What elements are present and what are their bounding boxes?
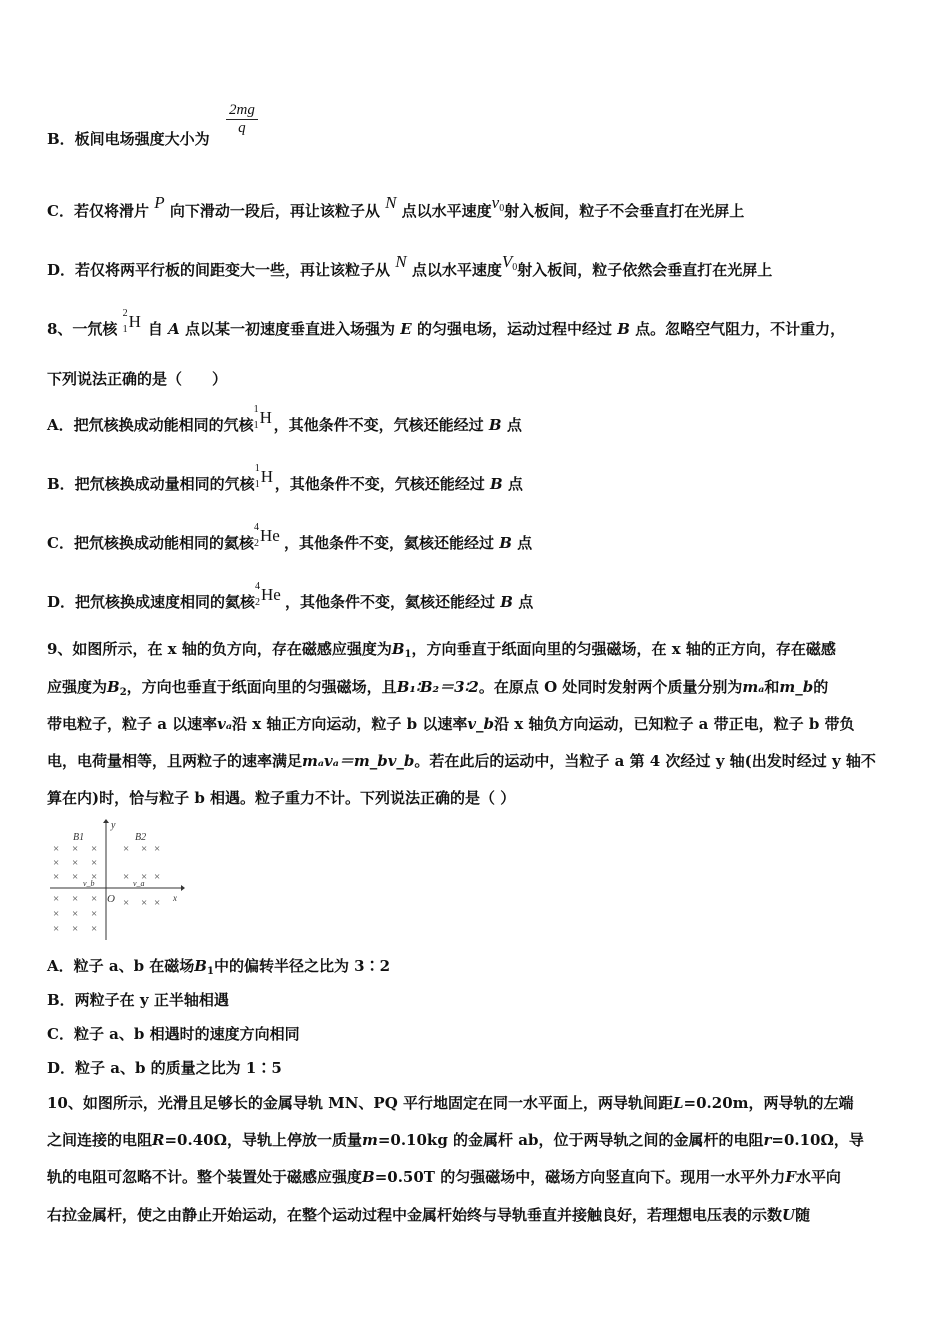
var-n: N xyxy=(395,252,407,271)
q9-stem-line5: 算在内)时，恰与粒子 b 相遇。粒子重力不计。下列说法正确的是（ ） xyxy=(47,789,516,807)
q8-option-d: D．把氘核换成速度相同的氦核 4 2 He ，其他条件不变，氦核还能经过 B 点 xyxy=(47,581,534,611)
field-cross: × xyxy=(91,871,98,883)
field-cross: × xyxy=(123,843,130,855)
field-cross: × xyxy=(53,923,60,935)
q7-option-c: C．若仅将滑片 P 向下滑动一段后，再让该粒子从 N 点以水平速度$v_0$射入板间，粒子不会垂直打在光屏上 xyxy=(47,193,745,220)
fraction-numerator: 2mg xyxy=(226,102,258,120)
var-v0: $V_0$ xyxy=(501,252,518,273)
x-axis-arrow xyxy=(181,885,185,891)
label-y: y xyxy=(111,820,116,831)
field-cross: × xyxy=(154,843,161,855)
field-cross: × xyxy=(154,871,161,883)
q9-stem-line3: 带电粒子，粒子 a 以速率vₐ沿 x 轴正方向运动，粒子 b 以速率v_b沿 x 轴负方向运动，已知粒子 a 带正电，粒子 b 带负 xyxy=(47,715,855,733)
q8-stem-line2: 下列说法正确的是（ ） xyxy=(47,370,228,388)
field-cross: × xyxy=(141,897,148,909)
field-cross: × xyxy=(91,857,98,869)
field-cross: × xyxy=(154,897,161,909)
field-cross: × xyxy=(72,857,79,869)
label-b2: B2 xyxy=(135,832,147,843)
field-cross: × xyxy=(72,871,79,883)
var-p: P xyxy=(154,193,165,212)
field-cross: × xyxy=(91,923,98,935)
q8-stem-line1: 8、一氘核 2 1 H 自 A 点以某一初速度垂直进入场强为 E 的匀强电场，运动过程中经过 B 点。忽略空气阻力，不计重力， xyxy=(47,308,846,338)
field-crosses xyxy=(53,843,160,935)
field-cross: × xyxy=(53,857,60,869)
label-va: v_a xyxy=(133,879,145,888)
helium-symbol: 4 2 He xyxy=(255,581,281,608)
protium-symbol: 1 1 H xyxy=(253,404,272,431)
field-cross: × xyxy=(53,893,60,905)
q7-option-d: D．若仅将两平行板的间距变大一些，再让该粒子从 N 点以水平速度$V_0$射入板间，粒子依然会垂直打在光屏上 xyxy=(47,252,773,279)
q7-b-fraction xyxy=(226,102,258,137)
label-x: x xyxy=(173,893,177,903)
q10-stem-line4: 右拉金属杆，使之由静止开始运动，在整个运动过程中金属杆始终与导轨垂直并接触良好，若理想电压表的示数U随 xyxy=(47,1206,811,1224)
field-cross: × xyxy=(53,843,60,855)
field-cross: × xyxy=(141,843,148,855)
y-axis-arrow xyxy=(103,819,109,823)
var-v0: $v_0$ xyxy=(491,193,505,214)
field-cross: × xyxy=(72,843,79,855)
q10-stem-line1: 10、如图所示，光滑且足够长的金属导轨 MN、PQ 平行地固定在同一水平面上，两导轨间距L=0.20m，两导轨的左端 xyxy=(47,1094,854,1112)
field-cross: × xyxy=(123,871,130,883)
fraction-denominator: q xyxy=(238,120,246,136)
helium-symbol: 4 2 He xyxy=(253,522,280,549)
label-origin: O xyxy=(107,893,115,905)
q9-option-a: A．粒子 a、b 在磁场$B_1$中的偏转半径之比为 3∶2 xyxy=(47,957,391,977)
q9-option-d: D．粒子 a、b 的质量之比为 1∶5 xyxy=(47,1059,282,1077)
q9-option-c: C．粒子 a、b 相遇时的速度方向相同 xyxy=(47,1025,300,1043)
deuteron-symbol: 2 1 H xyxy=(122,308,141,335)
field-cross: × xyxy=(91,908,98,920)
q9-option-b: B．两粒子在 y 正半轴相遇 xyxy=(47,991,229,1009)
q10-stem-line3: 轨的电阻可忽略不计。整个装置处于磁感应强度B=0.50T 的匀强磁场中，磁场方向竖直向下。现用一水平外力F水平向 xyxy=(47,1168,841,1186)
q8-option-c: C．把氘核换成动能相同的氦核 4 2 He ，其他条件不变，氦核还能经过 B 点 xyxy=(47,522,533,552)
label-b1: B1 xyxy=(73,832,85,843)
protium-symbol: 1 1 H xyxy=(254,463,273,490)
field-cross: × xyxy=(72,893,79,905)
field-cross: × xyxy=(72,908,79,920)
field-cross: × xyxy=(72,923,79,935)
field-cross: × xyxy=(123,897,130,909)
q9-stem-line2: 应强度为$B_2$，方向也垂直于纸面向里的匀强磁场，且B₁∶B₂＝3∶2。在原点 O 处同时发射两个质量分别为mₐ和m_b的 xyxy=(47,678,829,698)
q7-option-b: B．板间电场强度大小为 xyxy=(47,130,210,148)
field-cross: × xyxy=(91,843,98,855)
q9-stem-line1: 9、如图所示，在 x 轴的负方向，存在磁感应强度为$B_1$，方向垂直于纸面向里的匀强磁场，在 x 轴的正方向，存在磁感 xyxy=(47,640,836,660)
field-cross: × xyxy=(53,871,60,883)
var-n: N xyxy=(385,193,397,212)
q10-stem-line2: 之间连接的电阻R=0.40Ω，导轨上停放一质量m=0.10kg 的金属杆 ab，位于两导轨之间的金属杆的电阻r=0.10Ω，导 xyxy=(47,1131,864,1149)
q9-magnetic-field-figure xyxy=(45,818,185,943)
q8-option-b: B．把氘核换成动量相同的氕核 1 1 H ，其他条件不变，氕核还能经过 B 点 xyxy=(47,463,523,493)
field-cross: × xyxy=(91,893,98,905)
field-cross: × xyxy=(141,871,148,883)
q8-option-a: A．把氘核换成动能相同的氕核 1 1 H ，其他条件不变，氕核还能经过 B 点 xyxy=(47,404,522,434)
field-cross: × xyxy=(53,908,60,920)
label-vb: v_b xyxy=(83,879,95,888)
q9-stem-line4: 电，电荷量相等，且两粒子的速率满足mₐvₐ＝m_bv_b。若在此后的运动中，当粒子 a 第 4 次经过 y 轴(出发时经过 y 轴不 xyxy=(47,752,876,770)
